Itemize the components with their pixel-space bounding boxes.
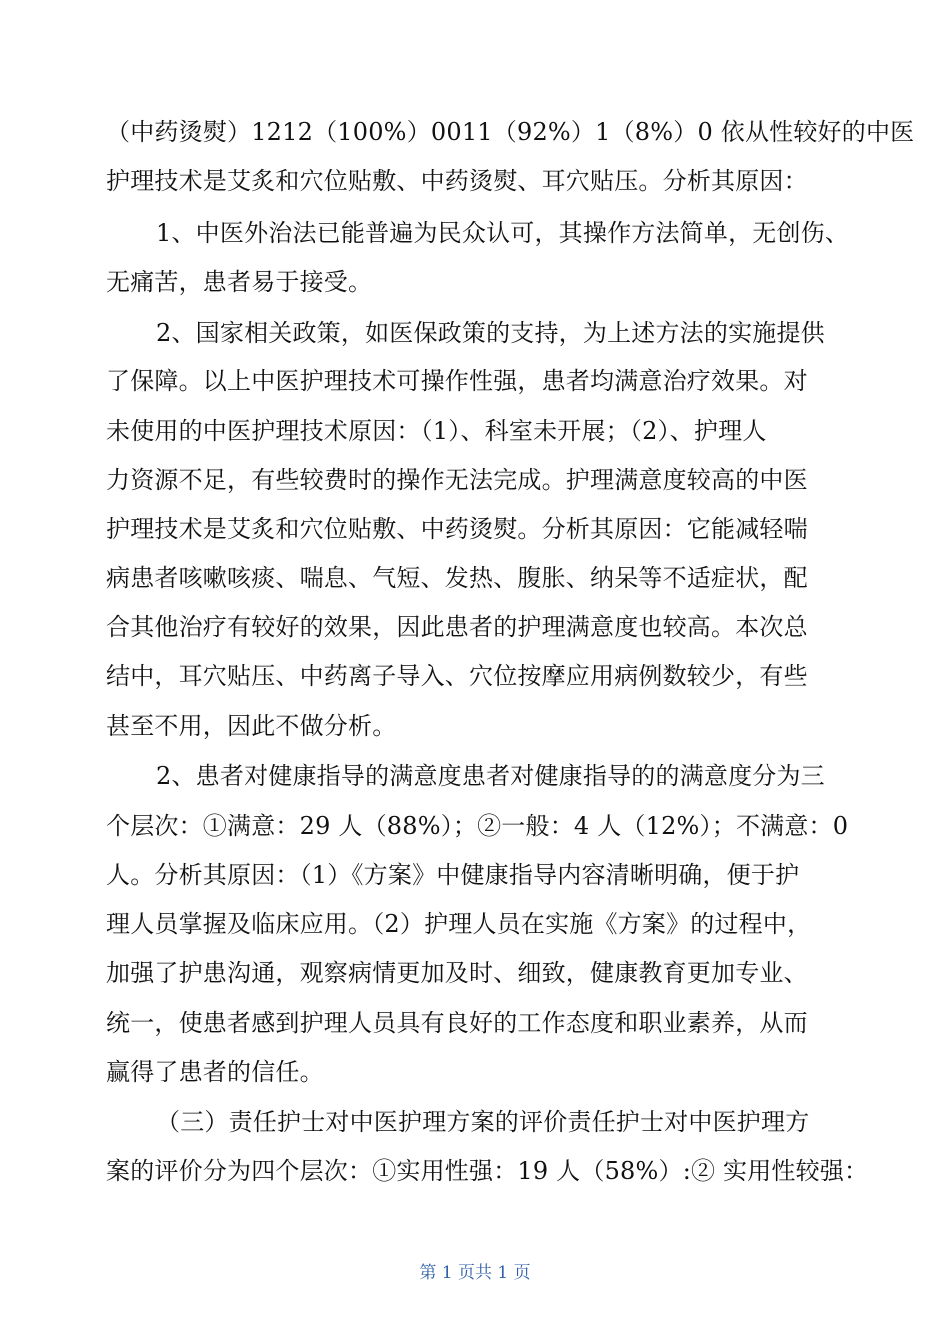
text-line: 2、患者对健康指导的满意度患者对健康指导的的满意度分为三 <box>156 762 825 790</box>
text-line: 病患者咳嗽咳痰、喘息、气短、发热、腹胀、纳呆等不适症状，配 <box>106 564 808 592</box>
text-line: 甚至不用，因此不做分析。 <box>106 712 397 740</box>
text-line: 力资源不足，有些较费时的操作无法完成。护理满意度较高的中医 <box>106 466 808 494</box>
text-line: 了保障。以上中医护理技术可操作性强，患者均满意治疗效果。对 <box>106 367 808 395</box>
text-line: 2、国家相关政策，如医保政策的支持，为上述方法的实施提供 <box>156 319 825 347</box>
page-number-footer: 第 1 页共 1 页 <box>419 1263 531 1283</box>
text-line: 未使用的中医护理技术原因：（1）、科室未开展；（2）、护理人 <box>106 417 767 445</box>
text-line: 统一，使患者感到护理人员具有良好的工作态度和职业素养，从而 <box>106 1009 808 1037</box>
text-line: 加强了护患沟通，观察病情更加及时、细致，健康教育更加专业、 <box>106 959 808 987</box>
text-line: 结中，耳穴贴压、中药离子导入、穴位按摩应用病例数较少，有些 <box>106 662 808 690</box>
text-line: 合其他治疗有较好的效果，因此患者的护理满意度也较高。本次总 <box>106 613 808 641</box>
text-line: 案的评价分为四个层次：①实用性强：19 人（58%）:② 实用性较强： <box>106 1157 869 1185</box>
text-line: 1、中医外治法已能普遍为民众认可，其操作方法简单，无创伤、 <box>156 219 850 247</box>
text-line: 赢得了患者的信任。 <box>106 1058 324 1086</box>
text-line: 人。分析其原因：（1）《方案》中健康指导内容清晰明确，便于护 <box>106 861 800 889</box>
text-line: （三）责任护士对中医护理方案的评价责任护士对中医护理方 <box>156 1108 810 1136</box>
text-line: 理人员掌握及临床应用。（2）护理人员在实施《方案》的过程中， <box>106 910 812 938</box>
text-line: （中药烫熨）1212（100%）0011（92%）1（8%）0 依从性较好的中医 <box>106 118 915 146</box>
text-line: 护理技术是艾炙和穴位贴敷、中药烫熨。分析其原因：它能减轻喘 <box>106 515 808 543</box>
text-line: 无痛苦，患者易于接受。 <box>106 268 373 296</box>
text-line: 个层次：①满意：29 人（88%）；②一般：4 人（12%）；不满意：0 <box>106 812 849 840</box>
text-line: 护理技术是艾炙和穴位贴敷、中药烫熨、耳穴贴压。分析其原因： <box>106 167 808 195</box>
